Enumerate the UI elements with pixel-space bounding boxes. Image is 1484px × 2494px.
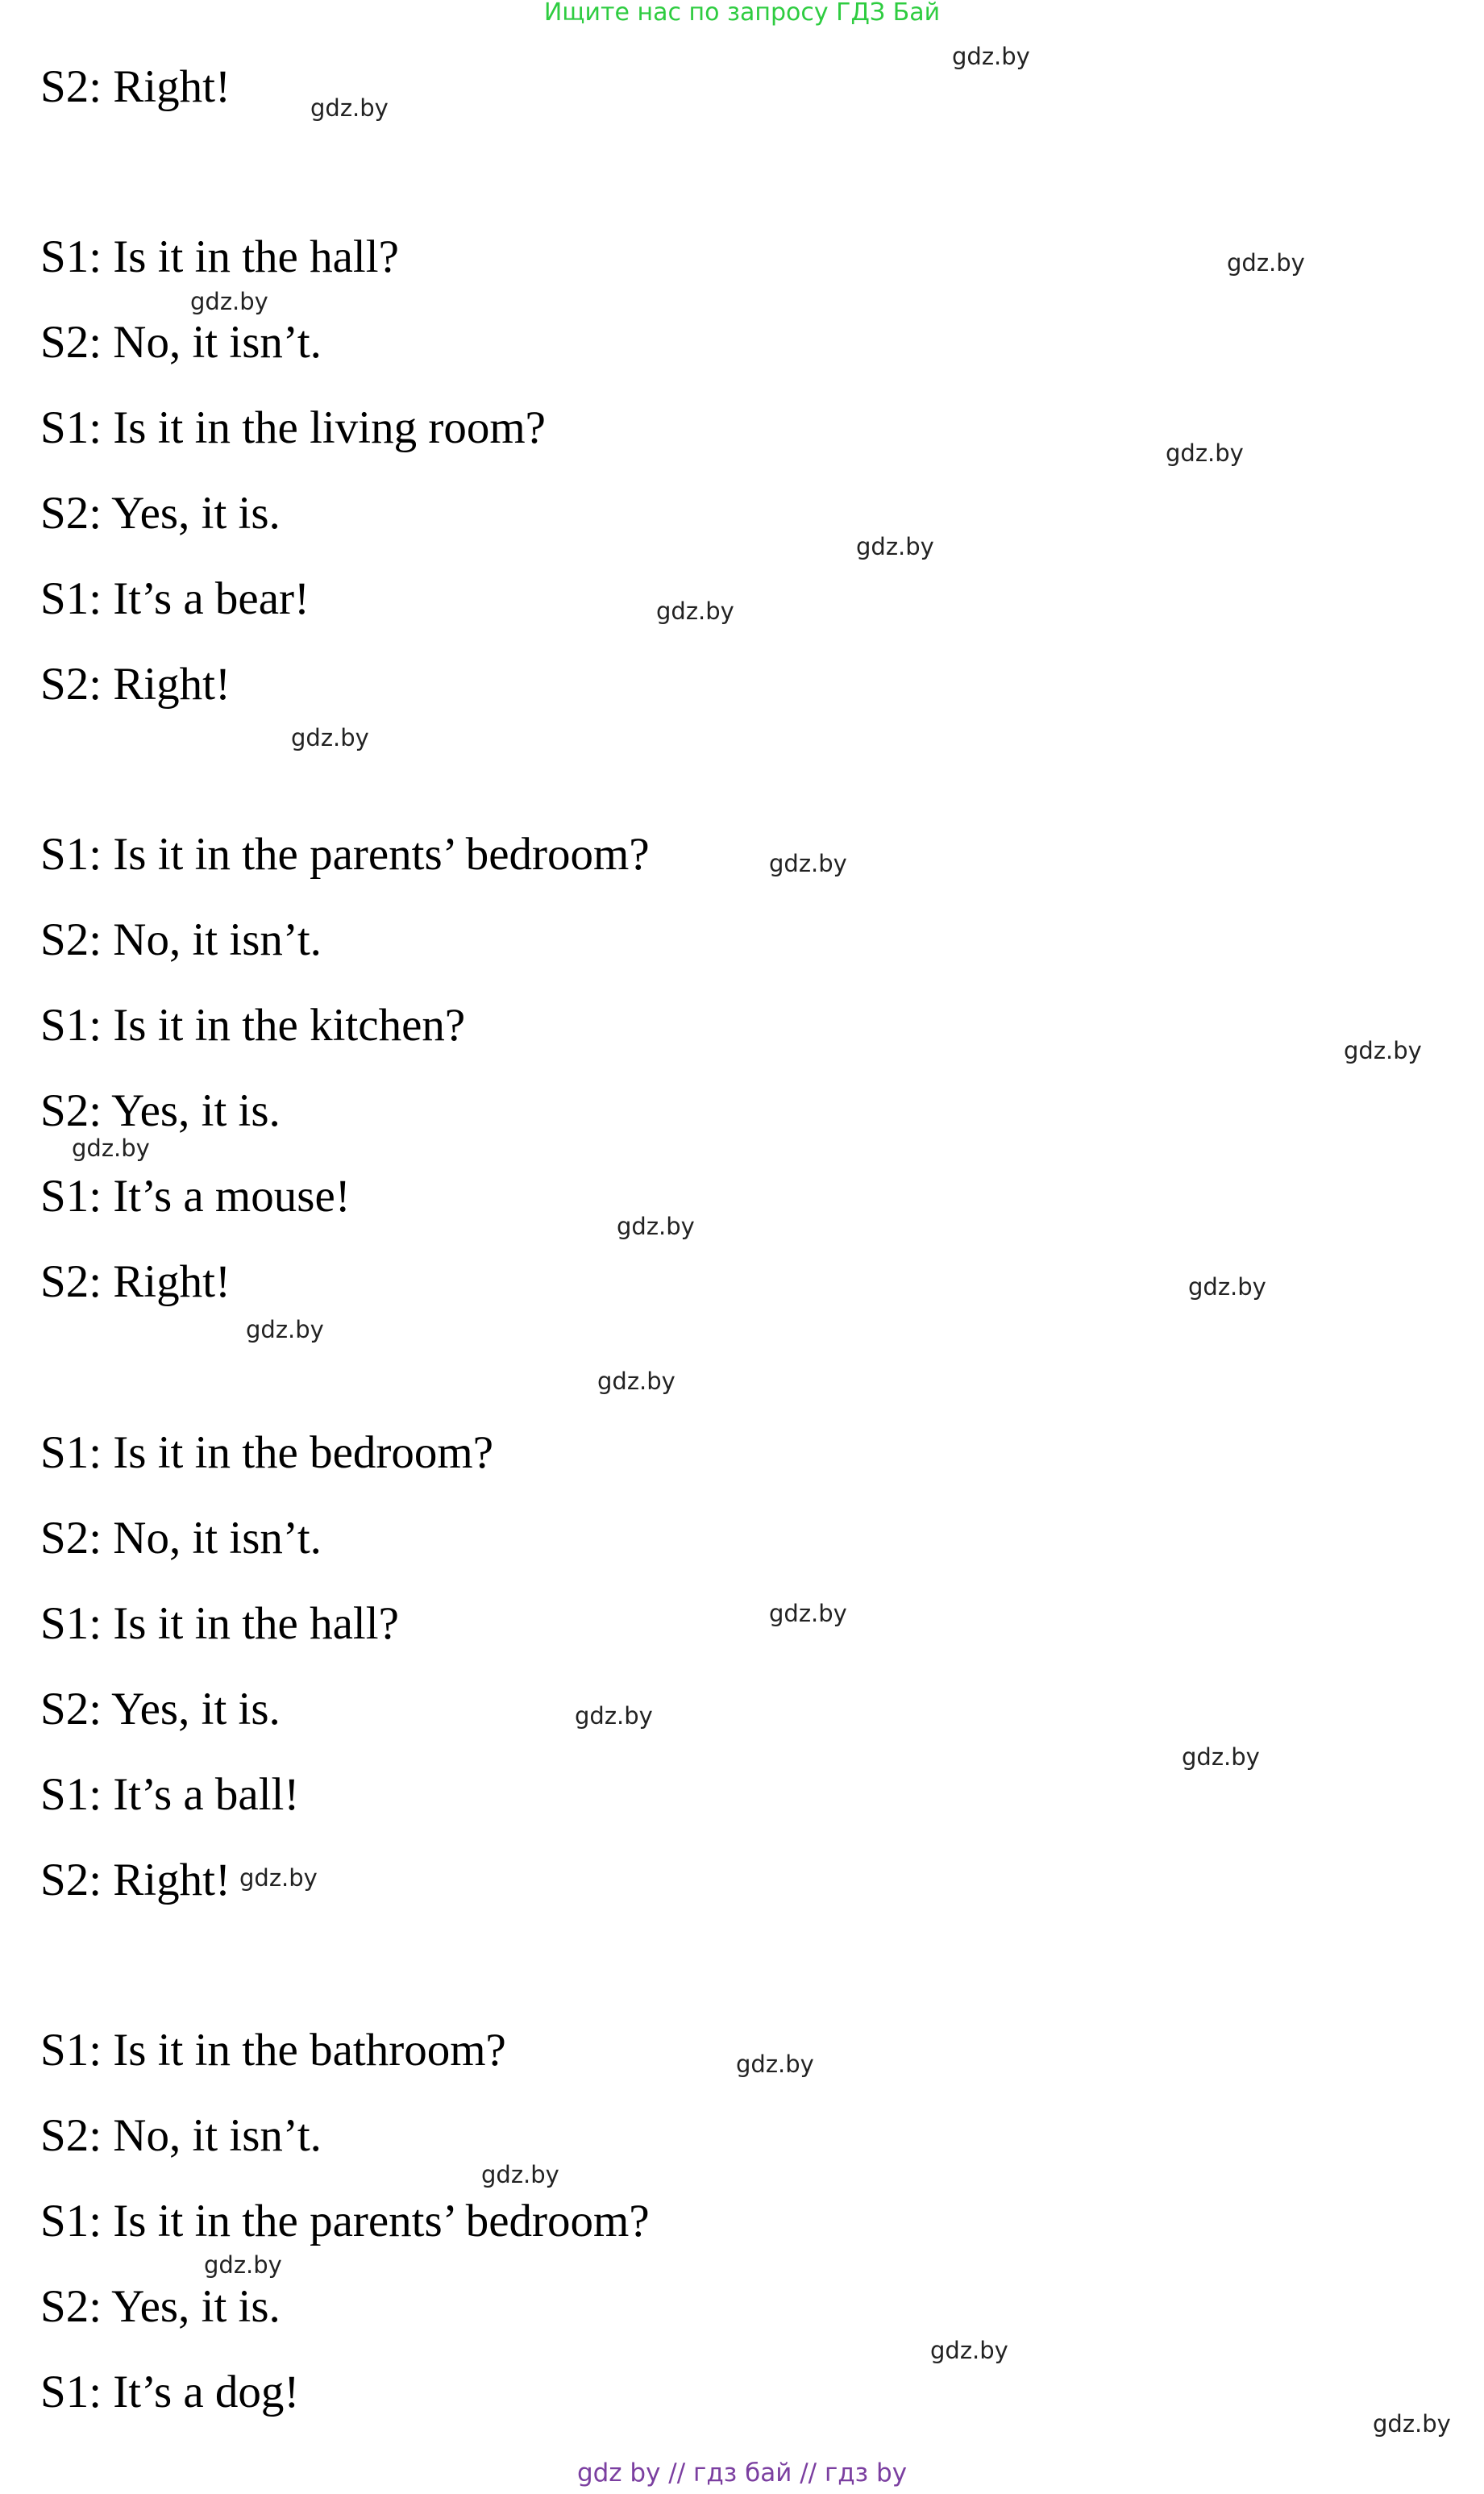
- dialogue-line: S2: Right!: [40, 1256, 231, 1307]
- watermark: gdz.by: [575, 1702, 653, 1730]
- watermark: gdz.by: [1373, 2410, 1451, 2438]
- watermark: gdz.by: [481, 2161, 559, 2188]
- dialogue-line: S1: Is it in the kitchen?: [40, 1000, 466, 1051]
- dialogue-line: S2: No, it isn’t.: [40, 1513, 322, 1563]
- dialogue-line: S1: It’s a mouse!: [40, 1171, 351, 1222]
- dialogue-line: S2: Right!: [40, 61, 231, 112]
- dialogue-line: S1: Is it in the bedroom?: [40, 1427, 494, 1478]
- watermark: gdz.by: [1227, 249, 1305, 277]
- watermark: gdz.by: [736, 2051, 814, 2078]
- watermark: gdz.by: [617, 1213, 695, 1240]
- watermark: gdz.by: [1182, 1743, 1260, 1771]
- dialogue-line: S1: Is it in the hall?: [40, 231, 399, 282]
- dialogue-line: S1: Is it in the hall?: [40, 1598, 399, 1649]
- dialogue-line: S2: Yes, it is.: [40, 1684, 281, 1734]
- watermark: gdz.by: [72, 1135, 150, 1162]
- watermark: gdz.by: [769, 1600, 847, 1627]
- dialogue-line: S1: It’s a ball!: [40, 1769, 300, 1820]
- watermark: gdz.by: [190, 288, 268, 315]
- dialogue-line: S1: Is it in the bathroom?: [40, 2025, 506, 2076]
- dialogue-line: S2: Right!: [40, 659, 231, 710]
- watermark: gdz.by: [1344, 1037, 1422, 1064]
- dialogue-line: S2: No, it isn’t.: [40, 914, 322, 965]
- dialogue-line: S2: Yes, it is.: [40, 1085, 281, 1136]
- dialogue-line: S1: Is it in the parents’ bedroom?: [40, 2196, 650, 2246]
- footer-links: gdz by // гдз бай // гдз by: [576, 2459, 908, 2488]
- watermark: gdz.by: [769, 850, 847, 877]
- dialogue-line: S1: It’s a bear!: [40, 573, 310, 624]
- watermark: gdz.by: [656, 597, 734, 625]
- dialogue-line: S2: No, it isn’t.: [40, 317, 322, 368]
- watermark: gdz.by: [239, 1864, 318, 1892]
- watermark: gdz.by: [246, 1316, 324, 1343]
- dialogue-line: S2: Yes, it is.: [40, 2281, 281, 2332]
- watermark: gdz.by: [204, 2251, 282, 2279]
- top-banner: Ищите нас по запросу ГДЗ Бай: [543, 0, 941, 27]
- watermark: gdz.by: [1166, 439, 1244, 467]
- watermark: gdz.by: [856, 533, 934, 560]
- watermark: gdz.by: [597, 1368, 675, 1395]
- watermark: gdz.by: [1188, 1273, 1266, 1301]
- watermark: gdz.by: [310, 94, 389, 122]
- dialogue-line: S1: It’s a dog!: [40, 2367, 300, 2417]
- dialogue-line: S1: Is it in the parents’ bedroom?: [40, 829, 650, 880]
- watermark: gdz.by: [930, 2337, 1008, 2364]
- dialogue-line: S1: Is it in the living room?: [40, 402, 546, 453]
- dialogue-line: S2: Right!: [40, 1855, 231, 1905]
- watermark: gdz.by: [291, 724, 369, 752]
- dialogue-line: S2: No, it isn’t.: [40, 2110, 322, 2161]
- dialogue-line: S2: Yes, it is.: [40, 488, 281, 539]
- watermark: gdz.by: [952, 43, 1030, 70]
